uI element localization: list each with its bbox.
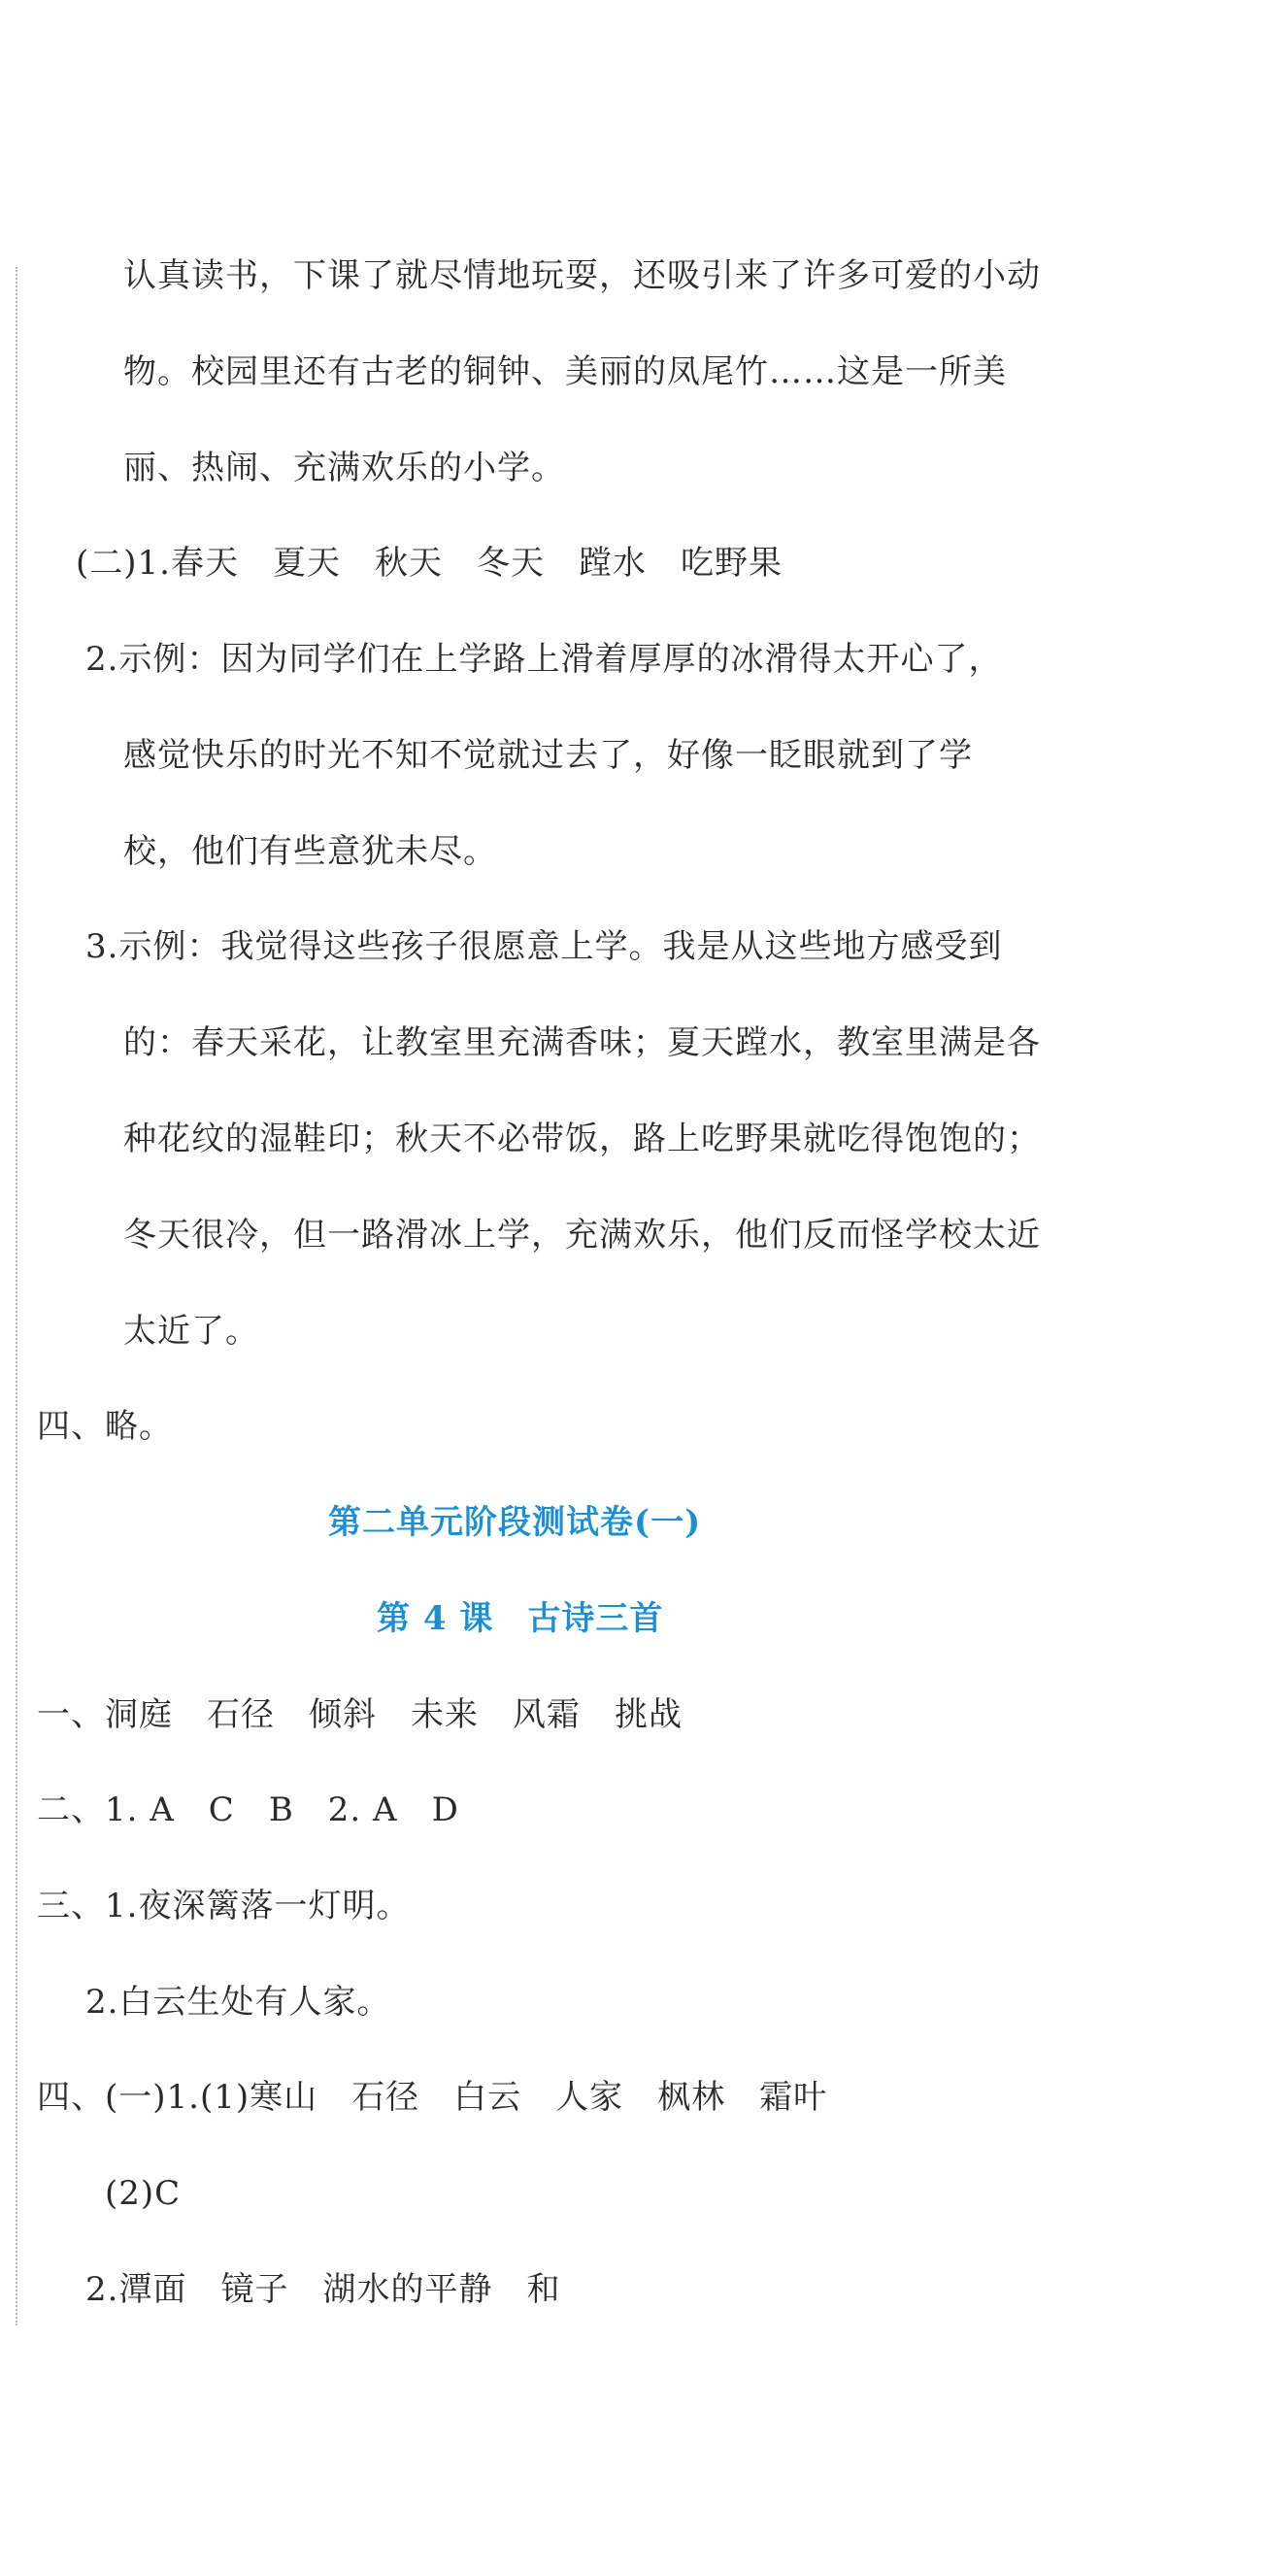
answer-1: 一、洞庭 石径 倾斜 未来 风霜 挑战 bbox=[37, 1695, 683, 1734]
text-line: 感觉快乐的时光不知不觉就过去了，好像一眨眼就到了学 bbox=[123, 736, 973, 775]
text-line: 太近了。 bbox=[123, 1312, 259, 1351]
answer-2-1: (二)1.春天 夏天 秋天 冬天 蹚水 吃野果 bbox=[76, 544, 783, 583]
text-line: 校，他们有些意犹未尽。 bbox=[123, 832, 497, 871]
answer-4-1: 四、(一)1.(1)寒山 石径 白云 人家 枫林 霜叶 bbox=[37, 2078, 828, 2117]
text-line: 冬天很冷，但一路滑冰上学，充满欢乐，他们反而怪学校太近 bbox=[123, 1216, 1041, 1255]
section-4: 四、略。 bbox=[37, 1407, 173, 1446]
answer-3-1: 三、1.夜深篱落一灯明。 bbox=[37, 1887, 411, 1925]
text-line: 物。校园里还有古老的铜钟、美丽的凤尾竹……这是一所美 bbox=[123, 352, 1007, 391]
unit-title: 第二单元阶段测试卷(一) bbox=[328, 1503, 702, 1542]
text-line: 种花纹的湿鞋印；秋天不必带饭，路上吃野果就吃得饱饱的； bbox=[123, 1120, 1041, 1158]
answer-2-2: 2.示例：因为同学们在上学路上滑着厚厚的冰滑得太开心了， bbox=[85, 640, 1003, 679]
answer-2: 二、1. A C B 2. A D bbox=[37, 1790, 459, 1829]
text-line: 的：春天采花，让教室里充满香味；夏天蹚水，教室里满是各 bbox=[123, 1023, 1041, 1062]
answer-4-2: 2.潭面 镜子 湖水的平静 和 bbox=[85, 2270, 561, 2309]
answer-3-2: 2.白云生处有人家。 bbox=[85, 1983, 391, 2022]
lesson-title: 第 4 课 古诗三首 bbox=[377, 1599, 664, 1638]
margin-dotted-line bbox=[16, 267, 17, 2325]
text-line: 丽、热闹、充满欢乐的小学。 bbox=[123, 449, 565, 487]
text-line: 认真读书，下课了就尽情地玩耍，还吸引来了许多可爱的小动 bbox=[123, 256, 1041, 295]
answer-4-1-2: (2)C bbox=[105, 2174, 182, 2213]
answer-2-3: 3.示例：我觉得这些孩子很愿意上学。我是从这些地方感受到 bbox=[85, 927, 1003, 966]
